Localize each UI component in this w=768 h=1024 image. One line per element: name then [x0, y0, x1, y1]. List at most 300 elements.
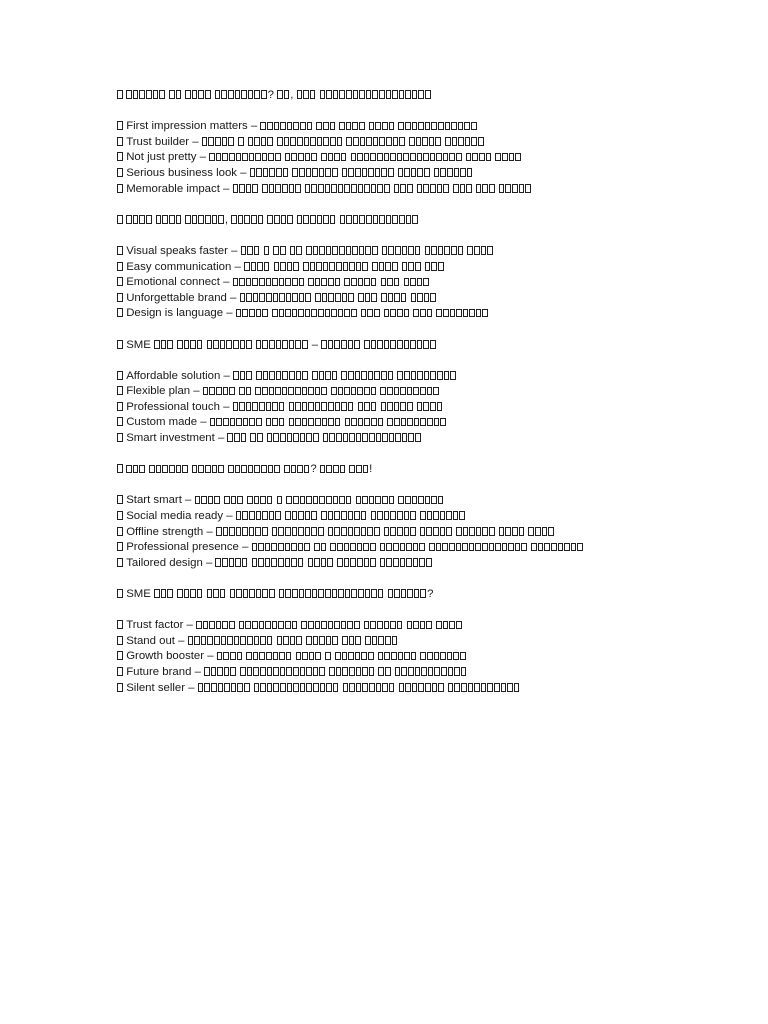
- missing-glyph-word: [495, 151, 521, 163]
- missing-glyph: [380, 543, 386, 552]
- missing-glyph: [236, 418, 242, 427]
- missing-glyph: [348, 527, 354, 536]
- missing-glyph: [244, 215, 250, 224]
- missing-glyph: [397, 371, 403, 380]
- missing-glyph: [371, 293, 377, 302]
- missing-glyph-word: [284, 463, 310, 475]
- missing-glyph: [429, 543, 435, 552]
- missing-glyph: [334, 511, 340, 520]
- dash: –: [223, 510, 236, 523]
- missing-glyph: [325, 184, 331, 193]
- missing-glyph: [251, 262, 257, 271]
- missing-glyph: [402, 246, 408, 255]
- missing-glyph: [390, 527, 396, 536]
- missing-glyph: [254, 465, 260, 474]
- missing-glyph: [344, 278, 350, 287]
- missing-glyph: [446, 511, 452, 520]
- missing-glyph: [262, 387, 268, 396]
- missing-glyph-word: [238, 136, 245, 148]
- missing-glyph-word: [277, 136, 343, 148]
- missing-glyph: [467, 246, 473, 255]
- missing-glyph-word: [342, 167, 395, 179]
- missing-glyph: [344, 387, 350, 396]
- list-item: [117, 681, 737, 697]
- missing-glyph: [505, 527, 511, 536]
- missing-glyph: [400, 402, 406, 411]
- missing-glyph: [369, 683, 375, 692]
- missing-glyph: [489, 527, 495, 536]
- missing-glyph: [305, 527, 311, 536]
- missing-glyph: [486, 153, 492, 162]
- missing-glyph: [364, 278, 370, 287]
- missing-glyph: [318, 309, 324, 318]
- missing-glyph: [571, 543, 577, 552]
- missing-glyph: [255, 153, 261, 162]
- missing-glyph: [390, 340, 396, 349]
- missing-glyph: [386, 90, 392, 99]
- missing-glyph: [329, 433, 335, 442]
- missing-glyph: [449, 153, 455, 162]
- missing-glyph: [335, 293, 341, 302]
- missing-glyph: [276, 371, 282, 380]
- missing-glyph-word: [456, 526, 496, 538]
- missing-glyph: [429, 137, 435, 146]
- missing-glyph: [434, 168, 440, 177]
- missing-glyph: [440, 652, 446, 661]
- missing-glyph: [481, 246, 487, 255]
- missing-glyph: [240, 667, 246, 676]
- missing-glyph: [393, 543, 399, 552]
- missing-glyph: [456, 527, 462, 536]
- missing-glyph-word: [230, 588, 276, 600]
- missing-glyph-word: [210, 416, 263, 428]
- missing-glyph: [415, 433, 421, 442]
- missing-glyph: [440, 418, 446, 427]
- missing-glyph: [216, 387, 222, 396]
- list-item: [117, 260, 737, 276]
- missing-glyph: [269, 184, 275, 193]
- missing-glyph: [453, 511, 459, 520]
- missing-glyph: [313, 433, 319, 442]
- missing-glyph: [328, 153, 334, 162]
- missing-glyph-word: [228, 463, 281, 475]
- missing-glyph: [236, 527, 242, 536]
- missing-glyph: [285, 153, 291, 162]
- missing-glyph: [285, 278, 291, 287]
- missing-glyph: [311, 527, 317, 536]
- missing-glyph: [336, 433, 342, 442]
- missing-glyph-word: [394, 183, 414, 195]
- missing-glyph-word: [289, 416, 342, 428]
- missing-glyph: [404, 652, 410, 661]
- missing-glyph: [357, 387, 363, 396]
- missing-glyph: [261, 90, 267, 99]
- missing-glyph: [224, 667, 230, 676]
- missing-glyph: [292, 168, 298, 177]
- missing-glyph: [238, 137, 244, 146]
- missing-glyph: [154, 340, 160, 349]
- missing-glyph-icon: [117, 402, 123, 411]
- missing-glyph: [438, 683, 444, 692]
- missing-glyph: [274, 465, 280, 474]
- missing-glyph: [326, 496, 332, 505]
- missing-glyph-word: [404, 276, 430, 288]
- missing-glyph-word: [320, 89, 432, 101]
- missing-glyph: [211, 667, 217, 676]
- missing-glyph: [374, 309, 380, 318]
- missing-glyph-word: [346, 136, 405, 148]
- missing-glyph: [397, 153, 403, 162]
- missing-glyph: [209, 387, 215, 396]
- missing-glyph: [399, 683, 405, 692]
- missing-glyph: [525, 184, 531, 193]
- missing-glyph: [377, 511, 383, 520]
- missing-glyph: [253, 293, 259, 302]
- missing-glyph: [449, 543, 455, 552]
- missing-glyph: [197, 340, 203, 349]
- missing-glyph: [292, 527, 298, 536]
- missing-glyph: [425, 262, 431, 271]
- missing-glyph: [372, 246, 378, 255]
- item-label: Social media ready: [126, 510, 224, 523]
- missing-glyph: [258, 543, 264, 552]
- missing-glyph: [359, 215, 365, 224]
- missing-glyph: [139, 90, 145, 99]
- missing-glyph: [349, 262, 355, 271]
- missing-glyph: [422, 137, 428, 146]
- missing-glyph-word: [425, 245, 465, 257]
- missing-glyph: [312, 168, 318, 177]
- missing-glyph: [341, 371, 347, 380]
- missing-glyph: [367, 527, 373, 536]
- missing-glyph: [139, 215, 145, 224]
- missing-glyph: [303, 215, 309, 224]
- missing-glyph: [262, 511, 268, 520]
- missing-glyph: [248, 465, 254, 474]
- missing-glyph: [388, 371, 394, 380]
- missing-glyph: [349, 636, 355, 645]
- missing-glyph-word: [292, 167, 338, 179]
- missing-glyph: [337, 137, 343, 146]
- missing-glyph-word: [417, 183, 450, 195]
- missing-glyph: [417, 402, 423, 411]
- missing-glyph: [273, 246, 279, 255]
- missing-glyph: [293, 496, 299, 505]
- missing-glyph: [311, 511, 317, 520]
- missing-glyph: [221, 90, 227, 99]
- missing-glyph: [405, 90, 411, 99]
- missing-glyph: [400, 558, 406, 567]
- item-label: Affordable solution: [126, 369, 221, 382]
- missing-glyph: [479, 153, 485, 162]
- missing-glyph: [269, 387, 275, 396]
- missing-glyph: [218, 215, 224, 224]
- missing-glyph: [371, 589, 377, 598]
- missing-glyph: [236, 589, 242, 598]
- missing-glyph: [399, 215, 405, 224]
- missing-glyph-word: [203, 385, 236, 397]
- missing-glyph: [514, 683, 520, 692]
- missing-glyph: [361, 371, 367, 380]
- missing-glyph: [323, 137, 329, 146]
- missing-glyph: [222, 153, 228, 162]
- missing-glyph: [369, 496, 375, 505]
- missing-glyph: [431, 496, 437, 505]
- missing-glyph: [279, 652, 285, 661]
- missing-glyph-word: [233, 370, 253, 382]
- missing-glyph-word: [399, 682, 445, 694]
- missing-glyph: [494, 683, 500, 692]
- missing-glyph-word: [252, 541, 311, 553]
- missing-glyph: [392, 262, 398, 271]
- missing-glyph-word: [224, 494, 244, 506]
- missing-glyph: [411, 371, 417, 380]
- missing-glyph: [234, 636, 240, 645]
- missing-glyph: [499, 527, 505, 536]
- missing-glyph: [266, 278, 272, 287]
- missing-glyph: [331, 309, 337, 318]
- missing-glyph-word: [256, 370, 309, 382]
- missing-glyph: [146, 215, 152, 224]
- missing-glyph: [250, 433, 256, 442]
- missing-glyph: [453, 184, 459, 193]
- missing-glyph: [295, 402, 301, 411]
- missing-glyph: [243, 589, 249, 598]
- missing-glyph: [153, 90, 159, 99]
- missing-glyph-icon: [117, 215, 123, 224]
- missing-glyph: [216, 527, 222, 536]
- missing-glyph: [192, 215, 198, 224]
- missing-glyph-word: [188, 635, 274, 647]
- missing-glyph: [433, 511, 439, 520]
- item-label: Visual speaks faster: [126, 244, 228, 257]
- missing-glyph: [544, 543, 550, 552]
- missing-glyph: [265, 543, 271, 552]
- missing-glyph-word: [499, 183, 532, 195]
- list-item: [117, 135, 737, 151]
- missing-glyph: [139, 465, 145, 474]
- missing-glyph: [350, 543, 356, 552]
- missing-glyph: [237, 683, 243, 692]
- missing-glyph: [278, 558, 284, 567]
- missing-glyph: [332, 168, 338, 177]
- missing-glyph: [280, 683, 286, 692]
- missing-glyph: [304, 465, 310, 474]
- missing-glyph: [353, 137, 359, 146]
- missing-glyph: [198, 90, 204, 99]
- missing-glyph: [489, 184, 495, 193]
- missing-glyph: [246, 387, 252, 396]
- missing-glyph: [249, 527, 255, 536]
- missing-glyph: [374, 371, 380, 380]
- missing-glyph: [260, 667, 266, 676]
- missing-glyph-word: [340, 214, 419, 226]
- missing-glyph: [418, 90, 424, 99]
- missing-glyph: [436, 621, 442, 630]
- missing-glyph: [246, 278, 252, 287]
- missing-glyph: [255, 527, 261, 536]
- missing-glyph: [412, 122, 418, 131]
- missing-glyph: [385, 262, 391, 271]
- missing-glyph-word: [339, 120, 365, 132]
- missing-glyph-word: [330, 541, 376, 553]
- missing-glyph: [332, 589, 338, 598]
- missing-glyph: [387, 387, 393, 396]
- missing-glyph: [305, 153, 311, 162]
- missing-glyph: [371, 418, 377, 427]
- dash: –: [196, 151, 210, 164]
- missing-glyph: [224, 496, 230, 505]
- missing-glyph-word: [341, 370, 394, 382]
- missing-glyph-word: [240, 666, 326, 678]
- missing-glyph: [474, 683, 480, 692]
- missing-glyph-word: [126, 89, 166, 101]
- missing-glyph: [442, 543, 448, 552]
- missing-glyph: [443, 309, 449, 318]
- missing-glyph: [272, 278, 278, 287]
- missing-glyph: [188, 636, 194, 645]
- missing-glyph: [255, 387, 261, 396]
- missing-glyph: [233, 340, 239, 349]
- missing-glyph: [305, 511, 311, 520]
- missing-glyph: [262, 527, 268, 536]
- missing-glyph: [246, 340, 252, 349]
- missing-glyph: [185, 215, 191, 224]
- missing-glyph: [329, 262, 335, 271]
- missing-glyph: [182, 465, 188, 474]
- missing-glyph: [551, 543, 557, 552]
- list-item: [117, 384, 737, 400]
- missing-glyph-word: [297, 214, 337, 226]
- missing-glyph: [342, 652, 348, 661]
- missing-glyph: [207, 589, 213, 598]
- missing-glyph: [368, 371, 374, 380]
- missing-glyph: [338, 184, 344, 193]
- missing-glyph: [250, 168, 256, 177]
- missing-glyph: [501, 683, 507, 692]
- missing-glyph: [162, 215, 168, 224]
- missing-glyph: [302, 387, 308, 396]
- missing-glyph: [289, 418, 295, 427]
- missing-glyph: [356, 667, 362, 676]
- missing-glyph: [398, 122, 404, 131]
- missing-glyph: [389, 496, 395, 505]
- missing-glyph: [295, 184, 301, 193]
- missing-glyph: [215, 137, 221, 146]
- missing-glyph: [269, 511, 275, 520]
- blank-line: [117, 571, 737, 587]
- missing-glyph: [365, 636, 371, 645]
- missing-glyph-word: [285, 151, 318, 163]
- missing-glyph: [308, 558, 314, 567]
- missing-glyph: [392, 215, 398, 224]
- dash: –: [214, 432, 228, 445]
- missing-glyph: [363, 465, 369, 474]
- dash: –: [237, 166, 250, 179]
- missing-glyph: [212, 465, 218, 474]
- missing-glyph: [192, 465, 198, 474]
- missing-glyph: [459, 511, 465, 520]
- missing-glyph: [468, 683, 474, 692]
- missing-glyph: [388, 293, 394, 302]
- missing-glyph-word: [277, 494, 284, 506]
- missing-glyph: [249, 511, 255, 520]
- missing-glyph: [256, 340, 262, 349]
- missing-glyph: [348, 402, 354, 411]
- missing-glyph: [266, 293, 272, 302]
- missing-glyph: [362, 262, 368, 271]
- missing-glyph-word: [192, 463, 225, 475]
- missing-glyph: [256, 371, 262, 380]
- missing-glyph: [321, 558, 327, 567]
- missing-glyph-word: [378, 666, 391, 678]
- missing-glyph: [320, 683, 326, 692]
- missing-glyph: [204, 667, 210, 676]
- missing-glyph-word: [285, 510, 318, 522]
- missing-glyph: [371, 387, 377, 396]
- missing-glyph: [430, 402, 436, 411]
- missing-glyph: [287, 122, 293, 131]
- missing-glyph: [382, 122, 388, 131]
- missing-glyph: [161, 340, 167, 349]
- missing-glyph: [431, 246, 437, 255]
- missing-glyph: [334, 340, 340, 349]
- missing-glyph: [308, 621, 314, 630]
- missing-glyph: [417, 168, 423, 177]
- missing-glyph: [420, 511, 426, 520]
- missing-glyph: [402, 433, 408, 442]
- item-label: Trust factor: [126, 619, 184, 632]
- missing-glyph: [330, 137, 336, 146]
- missing-glyph: [262, 309, 268, 318]
- missing-glyph: [293, 122, 299, 131]
- missing-glyph: [414, 589, 420, 598]
- missing-glyph: [262, 184, 268, 193]
- missing-glyph: [398, 496, 404, 505]
- missing-glyph: [243, 418, 249, 427]
- missing-glyph: [432, 683, 438, 692]
- dash: –: [231, 260, 244, 273]
- missing-glyph: [312, 371, 318, 380]
- missing-glyph: [190, 340, 196, 349]
- missing-glyph: [454, 667, 460, 676]
- missing-glyph: [346, 122, 352, 131]
- missing-glyph: [356, 262, 362, 271]
- missing-glyph: [332, 246, 338, 255]
- missing-glyph: [320, 465, 326, 474]
- missing-glyph: [436, 309, 442, 318]
- missing-glyph: [272, 527, 278, 536]
- missing-glyph: [371, 184, 377, 193]
- missing-glyph-icon: [117, 511, 123, 520]
- missing-glyph: [256, 168, 262, 177]
- missing-glyph: [431, 122, 437, 131]
- missing-glyph: [239, 621, 245, 630]
- missing-glyph: [386, 543, 392, 552]
- missing-glyph-icon: [117, 542, 123, 551]
- missing-glyph: [263, 168, 269, 177]
- missing-glyph: [220, 589, 226, 598]
- missing-glyph: [401, 667, 407, 676]
- missing-glyph: [300, 122, 306, 131]
- missing-glyph-word: [279, 588, 385, 600]
- missing-glyph: [246, 402, 252, 411]
- missing-glyph: [282, 387, 288, 396]
- missing-glyph: [207, 636, 213, 645]
- missing-glyph: [427, 652, 433, 661]
- dash: –: [174, 634, 188, 647]
- missing-glyph-icon: [117, 90, 123, 99]
